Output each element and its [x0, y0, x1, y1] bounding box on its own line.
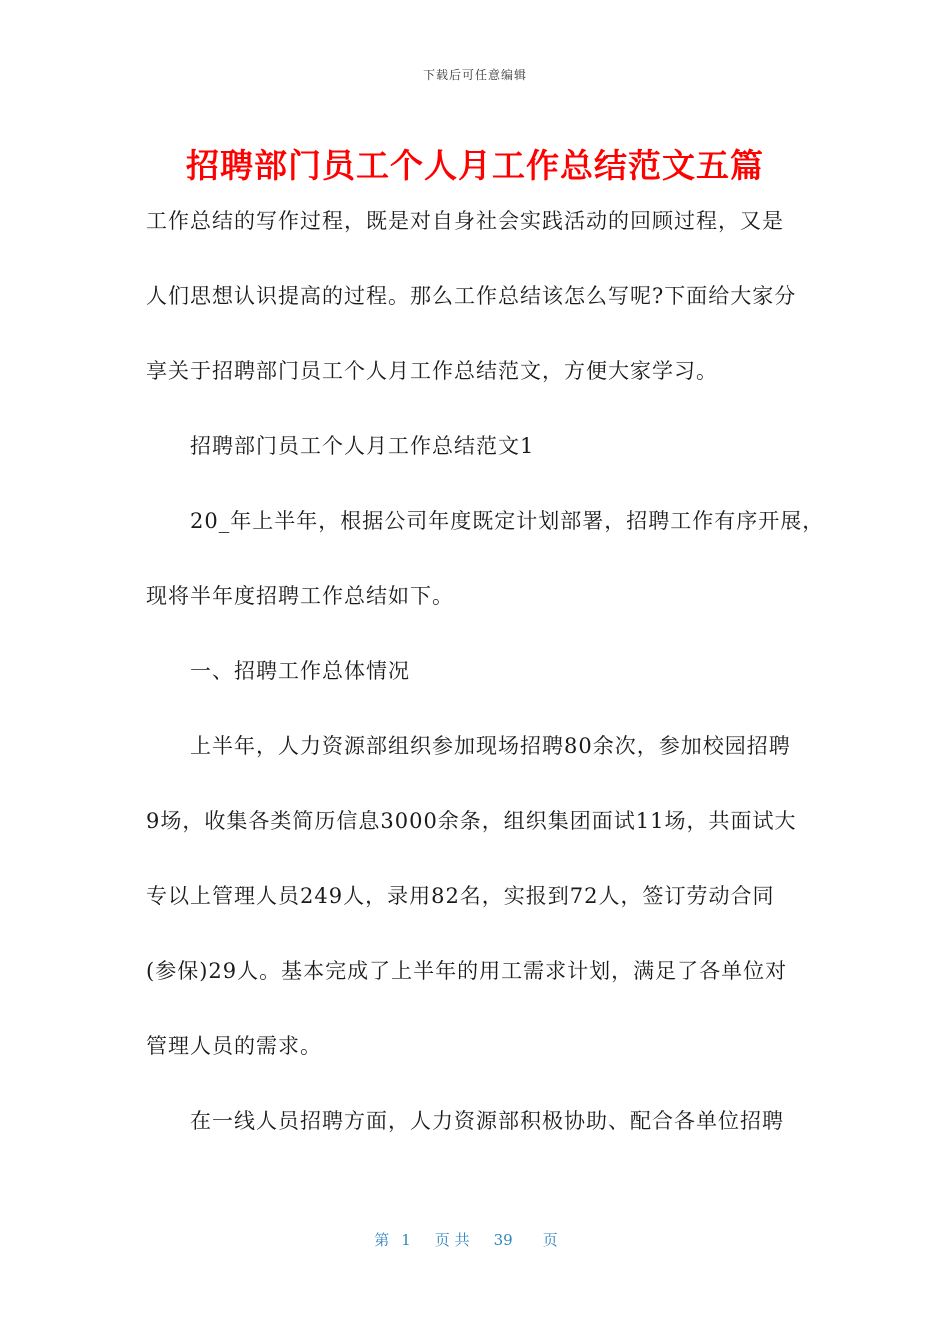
body-line: 管理人员的需求。	[146, 1034, 322, 1058]
body-line: 人们思想认识提高的过程。那么工作总结该怎么写呢?下面给大家分	[146, 284, 797, 308]
section-heading: 一、招聘工作总体情况	[190, 659, 410, 683]
header-note: 下载后可任意编辑	[422, 68, 527, 82]
body-line: 上半年，人力资源部组织参加现场招聘80余次，参加校园招聘	[190, 734, 791, 758]
page-label-suffix: 页	[542, 1231, 558, 1249]
current-page-number: 1	[401, 1231, 411, 1249]
body-line: 现将半年度招聘工作总结如下。	[146, 584, 454, 608]
page-label-mid: 页 共	[434, 1231, 470, 1249]
body-line: 9场，收集各类简历信息3000余条，组织集团面试11场，共面试大	[146, 809, 797, 833]
body-line: 享关于招聘部门员工个人月工作总结范文，方便大家学习。	[146, 359, 718, 383]
document-body	[146, 199, 825, 1174]
document-title: 招聘部门员工个人月工作总结范文五篇	[186, 146, 764, 185]
body-line: 在一线人员招聘方面，人力资源部积极协助、配合各单位招聘	[190, 1109, 784, 1133]
total-pages-number: 39	[493, 1231, 513, 1249]
page-label-prefix: 第	[374, 1231, 390, 1249]
section-heading: 招聘部门员工个人月工作总结范文1	[190, 434, 535, 458]
page-footer	[0, 1229, 950, 1250]
body-line: 工作总结的写作过程，既是对自身社会实践活动的回顾过程，又是	[146, 209, 784, 233]
body-line: (参保)29人。基本完成了上半年的用工需求计划，满足了各单位对	[146, 959, 788, 983]
body-line: 20_年上半年，根据公司年度既定计划部署，招聘工作有序开展，	[190, 509, 825, 533]
body-line: 专以上管理人员249人，录用82名，实报到72人，签订劳动合同	[146, 884, 775, 908]
